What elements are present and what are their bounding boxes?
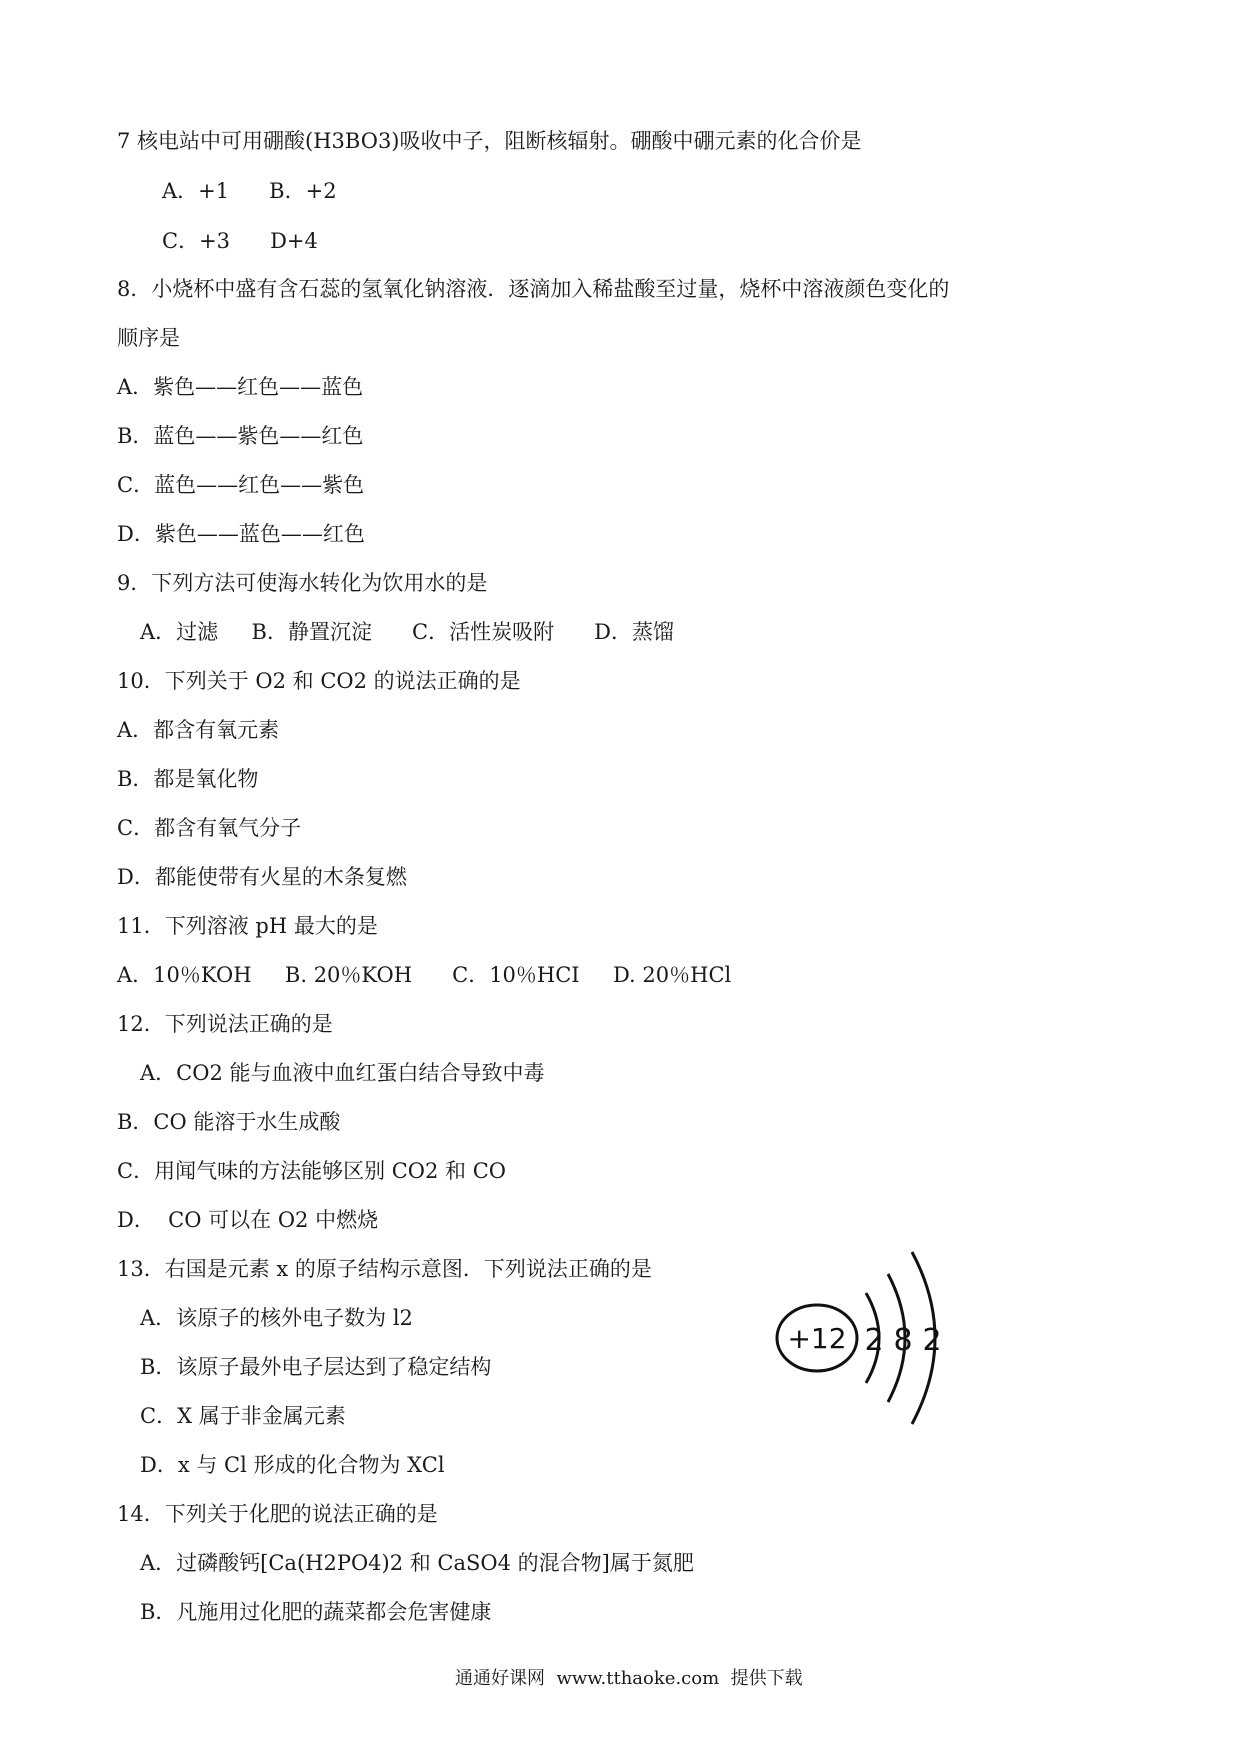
- q7-stem: 7 核电站中可用硼酸(H3BO3)吸收中子，阻断核辐射。硼酸中硼元素的化合价是: [117, 129, 862, 153]
- q7-options-row1: A．+1 B．+2: [162, 179, 337, 203]
- q10-option-d: D．都能使带有火星的木条复燃: [117, 865, 407, 889]
- q13-stem: 13．右国是元素 x 的原子结构示意图．下列说法正确的是: [117, 1257, 652, 1281]
- q8-stem-line2: 顺序是: [117, 326, 180, 350]
- footer-source: 通通好课网 www.tthaoke.com 提供下载: [455, 1668, 803, 1689]
- q10-stem: 10．下列关于 O2 和 CO2 的说法正确的是: [117, 669, 521, 693]
- q13-option-a: A．该原子的核外电子数为 l2: [140, 1306, 413, 1330]
- q8-option-b: B．蓝色——紫色——红色: [117, 424, 364, 448]
- q12-option-c: C．用闻气味的方法能够区别 CO2 和 CO: [117, 1159, 507, 1183]
- q13-option-d: D．x 与 Cl 形成的化合物为 XCl: [140, 1453, 445, 1477]
- nucleus-charge: +12: [787, 1322, 847, 1355]
- q13-option-b: B．该原子最外电子层达到了稳定结构: [140, 1355, 492, 1379]
- q8-option-c: C．蓝色——红色——紫色: [117, 473, 365, 497]
- q9-stem: 9．下列方法可使海水转化为饮用水的是: [117, 571, 488, 595]
- q10-option-c: C．都含有氧气分子: [117, 816, 302, 840]
- q12-stem: 12．下列说法正确的是: [117, 1012, 333, 1036]
- q12-option-d: D． CO 可以在 O2 中燃烧: [117, 1208, 379, 1232]
- shell-1-electrons: 2: [864, 1323, 884, 1358]
- shell-2-electrons: 8: [893, 1323, 913, 1358]
- atomic-structure-diagram: [770, 1238, 970, 1438]
- q7-options-row2: C．+3 D+4: [162, 229, 318, 253]
- q10-option-b: B．都是氧化物: [117, 767, 259, 791]
- q10-option-a: A．都含有氧元素: [117, 718, 280, 742]
- q11-options: A．10％KOH B. 20％KOH C．10％HCI D. 20％HCl: [117, 963, 732, 987]
- q12-option-a: A．CO2 能与血液中血红蛋白结合导致中毒: [140, 1061, 545, 1085]
- q9-options: A．过滤 B．静置沉淀 C．活性炭吸附 D．蒸馏: [140, 620, 674, 644]
- q14-stem: 14．下列关于化肥的说法正确的是: [117, 1502, 438, 1526]
- shell-3-electrons: 2: [922, 1323, 942, 1358]
- q14-option-b: B．凡施用过化肥的蔬菜都会危害健康: [140, 1600, 492, 1624]
- q14-option-a: A．过磷酸钙[Ca(H2PO4)2 和 CaSO4 的混合物]属于氮肥: [140, 1551, 694, 1575]
- q12-option-b: B．CO 能溶于水生成酸: [117, 1110, 341, 1134]
- q13-option-c: C．X 属于非金属元素: [140, 1404, 346, 1428]
- q11-stem: 11．下列溶液 pH 最大的是: [117, 914, 378, 938]
- q8-option-a: A．紫色——红色——蓝色: [117, 375, 364, 399]
- q8-option-d: D．紫色——蓝色——红色: [117, 522, 365, 546]
- q8-stem-line1: 8．小烧杯中盛有含石蕊的氢氧化钠溶液．逐滴加入稀盐酸至过量，烧杯中溶液颜色变化的: [117, 277, 950, 301]
